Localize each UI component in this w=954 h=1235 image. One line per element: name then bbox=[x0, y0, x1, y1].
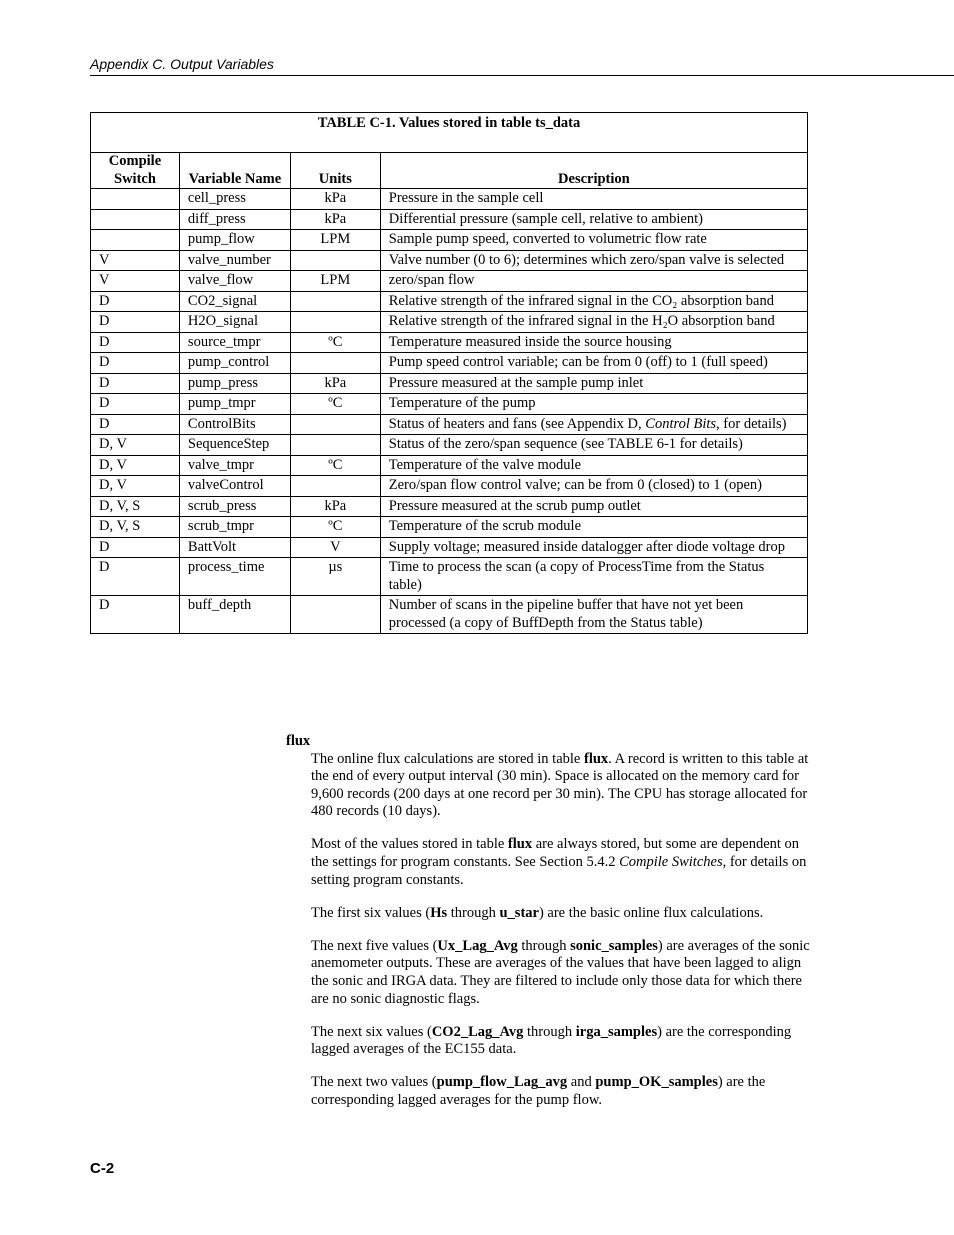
cell-units bbox=[290, 250, 380, 271]
table-row bbox=[91, 250, 808, 271]
italic-term: Control Bits bbox=[645, 415, 717, 432]
table-row bbox=[91, 230, 808, 251]
variables-table bbox=[90, 112, 808, 634]
cell-variable-name: buff_depth bbox=[179, 596, 290, 634]
paragraph bbox=[311, 1074, 816, 1109]
cell-units: ºC bbox=[290, 332, 380, 353]
cell-units: kPa bbox=[290, 496, 380, 517]
flux-section bbox=[286, 733, 816, 1125]
cell-units: kPa bbox=[290, 189, 380, 210]
paragraph bbox=[311, 751, 816, 821]
cell-compile-switch: D, V, S bbox=[91, 517, 180, 538]
cell-variable-name: pump_flow bbox=[179, 230, 290, 251]
italic-term: Compile Switches bbox=[619, 854, 723, 871]
cell-compile-switch: D, V bbox=[91, 455, 180, 476]
cell-description: Temperature of the valve module bbox=[380, 455, 807, 476]
cell-variable-name: pump_control bbox=[179, 353, 290, 374]
table-row bbox=[91, 291, 808, 312]
bold-term: sonic_samples bbox=[570, 937, 658, 954]
cell-units bbox=[290, 414, 380, 435]
table-row bbox=[91, 537, 808, 558]
table-row bbox=[91, 394, 808, 415]
cell-units: LPM bbox=[290, 230, 380, 251]
page-header bbox=[90, 55, 954, 76]
cell-description: Sample pump speed, converted to volumetric flow rate bbox=[380, 230, 807, 251]
cell-units bbox=[290, 476, 380, 497]
text-run: ) are averages of the sonic anemometer outputs. These are averages of the values that have been lagged to align the sonic and IRGA data. They are filtered to include only those data for which there are no sonic diagnostic flags. bbox=[311, 937, 810, 1007]
table-row bbox=[91, 455, 808, 476]
text-run: , for details on setting program constants. bbox=[311, 854, 807, 888]
cell-units bbox=[290, 291, 380, 312]
cell-variable-name: BattVolt bbox=[179, 537, 290, 558]
cell-units: LPM bbox=[290, 271, 380, 292]
cell-compile-switch: D, V bbox=[91, 435, 180, 456]
cell-description: Pressure measured at the scrub pump outlet bbox=[380, 496, 807, 517]
cell-compile-switch: D, V bbox=[91, 476, 180, 497]
cell-description: zero/span flow bbox=[380, 271, 807, 292]
table-row bbox=[91, 271, 808, 292]
cell-compile-switch: D bbox=[91, 312, 180, 333]
cell-compile-switch: D bbox=[91, 332, 180, 353]
table-caption: TABLE C-1. Values stored in table ts_data bbox=[91, 113, 808, 153]
cell-units bbox=[290, 312, 380, 333]
table-row bbox=[91, 353, 808, 374]
cell-compile-switch: D bbox=[91, 394, 180, 415]
text-run: The next six values ( bbox=[311, 1023, 432, 1040]
cell-variable-name: pump_tmpr bbox=[179, 394, 290, 415]
cell-variable-name: valve_flow bbox=[179, 271, 290, 292]
table-row bbox=[91, 189, 808, 210]
cell-description: Differential pressure (sample cell, relative to ambient) bbox=[380, 209, 807, 230]
paragraph bbox=[311, 836, 816, 889]
table-row bbox=[91, 373, 808, 394]
cell-variable-name: valve_tmpr bbox=[179, 455, 290, 476]
cell-variable-name: scrub_tmpr bbox=[179, 517, 290, 538]
cell-variable-name: pump_press bbox=[179, 373, 290, 394]
text-run: The online flux calculations are stored in table bbox=[311, 750, 584, 767]
table-row bbox=[91, 596, 808, 634]
cell-description: Temperature of the scrub module bbox=[380, 517, 807, 538]
bold-term: flux bbox=[507, 836, 533, 853]
cell-compile-switch: D bbox=[91, 558, 180, 596]
text-run: . A record is written to this table at the end of every output interval (30 min). Space is allocated on the memory card for 9,600 records (200 days at one record per 30 min). The CPU has storage allocated for 480 records (10 days). bbox=[311, 750, 809, 820]
column-header-description: Description bbox=[380, 153, 807, 189]
cell-compile-switch: V bbox=[91, 250, 180, 271]
cell-description: Supply voltage; measured inside datalogger after diode voltage drop bbox=[380, 537, 807, 558]
text-run: The next two values ( bbox=[311, 1074, 437, 1091]
cell-compile-switch: D, V, S bbox=[91, 496, 180, 517]
bold-term: irga_samples bbox=[575, 1023, 658, 1040]
bold-term: Hs bbox=[430, 904, 448, 921]
cell-compile-switch: D bbox=[91, 373, 180, 394]
bold-term: u_star bbox=[499, 904, 539, 921]
cell-units: ºC bbox=[290, 455, 380, 476]
cell-variable-name: ControlBits bbox=[179, 414, 290, 435]
cell-variable-name: SequenceStep bbox=[179, 435, 290, 456]
cell-description: Temperature measured inside the source housing bbox=[380, 332, 807, 353]
table-row bbox=[91, 414, 808, 435]
cell-variable-name: valve_number bbox=[179, 250, 290, 271]
cell-compile-switch: D bbox=[91, 353, 180, 374]
table-row bbox=[91, 558, 808, 596]
cell-units bbox=[290, 435, 380, 456]
cell-variable-name: CO2_signal bbox=[179, 291, 290, 312]
cell-variable-name: source_tmpr bbox=[179, 332, 290, 353]
column-header-units: Units bbox=[290, 153, 380, 189]
paragraph bbox=[311, 905, 816, 923]
text-run: through bbox=[523, 1023, 576, 1040]
cell-description: Number of scans in the pipeline buffer that have not yet been processed (a copy of BuffDepth from the Status table) bbox=[380, 596, 807, 634]
cell-description: Pressure in the sample cell bbox=[380, 189, 807, 210]
text-run: ) are the basic online flux calculations. bbox=[538, 904, 764, 921]
cell-description: Relative strength of the infrared signal in the CO₂ absorption band bbox=[380, 291, 807, 312]
text-run: through bbox=[517, 937, 571, 954]
table-header-row bbox=[91, 153, 808, 189]
cell-units: ºC bbox=[290, 394, 380, 415]
cell-units: kPa bbox=[290, 373, 380, 394]
bold-term: CO2_Lag_Avg bbox=[431, 1023, 524, 1040]
cell-compile-switch: V bbox=[91, 271, 180, 292]
cell-variable-name: diff_press bbox=[179, 209, 290, 230]
cell-units bbox=[290, 596, 380, 634]
table-row bbox=[91, 209, 808, 230]
table-row bbox=[91, 496, 808, 517]
cell-description: Status of the zero/span sequence (see TABLE 6-1 for details) bbox=[380, 435, 807, 456]
cell-compile-switch bbox=[91, 189, 180, 210]
section-heading: flux bbox=[286, 733, 311, 749]
cell-compile-switch: D bbox=[91, 291, 180, 312]
table-row bbox=[91, 435, 808, 456]
cell-variable-name: process_time bbox=[179, 558, 290, 596]
cell-description: Time to process the scan (a copy of ProcessTime from the Status table) bbox=[380, 558, 807, 596]
cell-units bbox=[290, 353, 380, 374]
table-caption-row bbox=[91, 113, 808, 153]
table-row bbox=[91, 332, 808, 353]
paragraph bbox=[311, 1024, 816, 1059]
text-run: Most of the values stored in table bbox=[311, 836, 508, 853]
bold-term: flux bbox=[584, 750, 609, 767]
page-number: C-2 bbox=[90, 1160, 115, 1177]
column-header-variable-name: Variable Name bbox=[179, 153, 290, 189]
paragraph bbox=[311, 938, 816, 1008]
cell-description: Temperature of the pump bbox=[380, 394, 807, 415]
bold-term: Ux_Lag_Avg bbox=[437, 937, 518, 954]
text-run: ) are the corresponding lagged averages of the EC155 data. bbox=[311, 1023, 792, 1058]
cell-variable-name: H2O_signal bbox=[179, 312, 290, 333]
header-title: Appendix C. Output Variables bbox=[90, 56, 274, 72]
table-row bbox=[91, 517, 808, 538]
cell-units: V bbox=[290, 537, 380, 558]
cell-compile-switch: D bbox=[91, 596, 180, 634]
text-run: The first six values ( bbox=[311, 904, 431, 921]
cell-description: Pump speed control variable; can be from 0 (off) to 1 (full speed) bbox=[380, 353, 807, 374]
table-row bbox=[91, 476, 808, 497]
cell-description: Status of heaters and fans (see Appendix D, Control Bits, for details) bbox=[380, 414, 807, 435]
cell-compile-switch bbox=[91, 209, 180, 230]
bold-term: pump_flow_Lag_avg bbox=[436, 1074, 568, 1091]
cell-units: ºC bbox=[290, 517, 380, 538]
cell-compile-switch bbox=[91, 230, 180, 251]
cell-compile-switch: D bbox=[91, 537, 180, 558]
cell-description: Pressure measured at the sample pump inlet bbox=[380, 373, 807, 394]
cell-units: µs bbox=[290, 558, 380, 596]
table-row bbox=[91, 312, 808, 333]
cell-variable-name: cell_press bbox=[179, 189, 290, 210]
cell-variable-name: scrub_press bbox=[179, 496, 290, 517]
text-run: and bbox=[567, 1074, 596, 1091]
text-run: The next five values ( bbox=[311, 937, 438, 954]
text-run: ) are the corresponding lagged averages for the pump flow. bbox=[311, 1074, 766, 1108]
cell-units: kPa bbox=[290, 209, 380, 230]
column-header-compile-switch: Compile Switch bbox=[91, 153, 180, 189]
bold-term: pump_OK_samples bbox=[595, 1074, 718, 1091]
cell-description: Valve number (0 to 6); determines which zero/span valve is selected bbox=[380, 250, 807, 271]
cell-description: Zero/span flow control valve; can be from 0 (closed) to 1 (open) bbox=[380, 476, 807, 497]
text-run: are always stored, but some are dependent on the settings for program constants. See Section 5.4.2 bbox=[311, 836, 800, 871]
text-run: through bbox=[447, 904, 500, 921]
cell-description: Relative strength of the infrared signal in the H₂O absorption band bbox=[380, 312, 807, 333]
section-body bbox=[286, 751, 816, 1110]
cell-variable-name: valveControl bbox=[179, 476, 290, 497]
cell-compile-switch: D bbox=[91, 414, 180, 435]
